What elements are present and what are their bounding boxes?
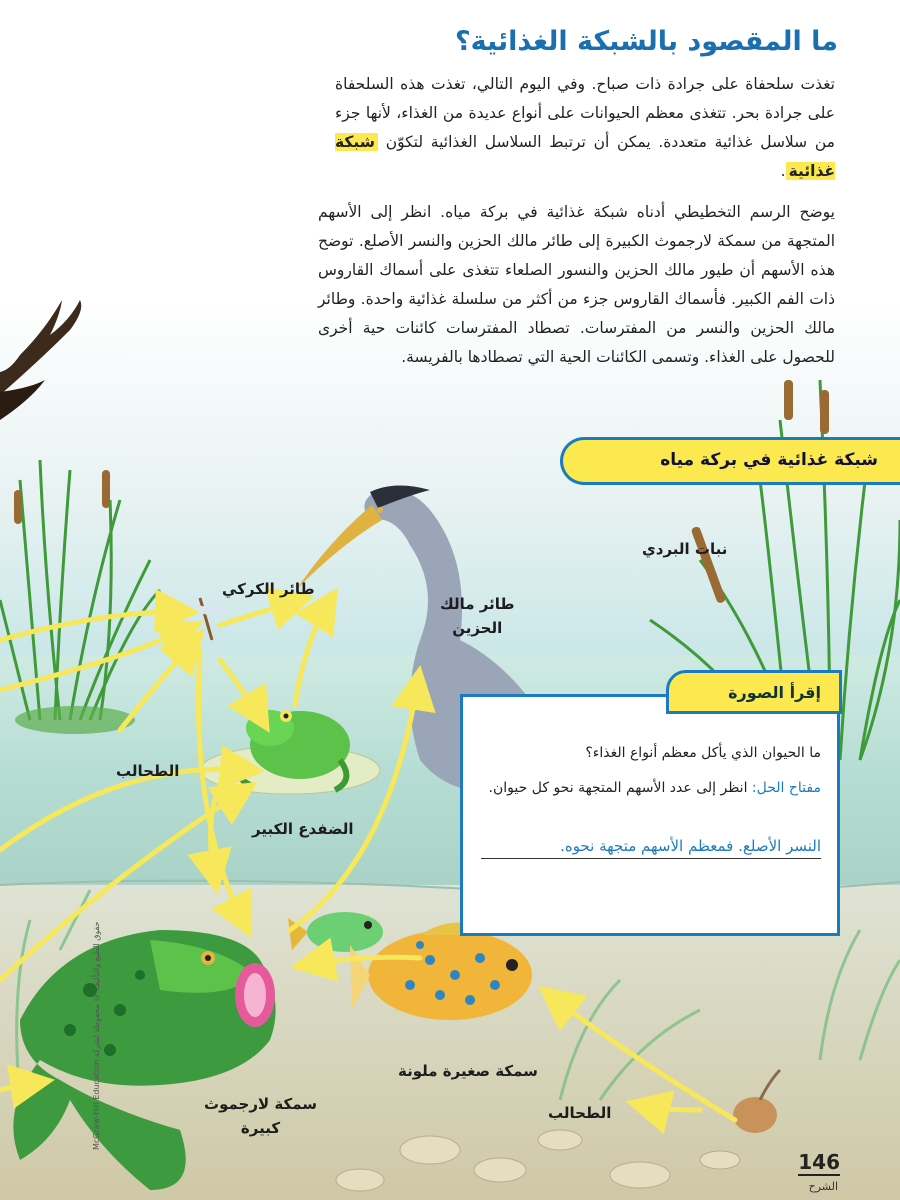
label-heron-line2: الحزين (452, 619, 503, 637)
food-web-term: شبكة غذائية (335, 133, 835, 180)
pond-food-web-heading: شبكة غذائية في بركة مياه (560, 437, 900, 485)
label-sunfish: سمكة صغيرة ملونة (398, 1062, 538, 1080)
label-bass-line2: كبيرة (240, 1119, 281, 1137)
read-hint (481, 777, 821, 799)
intro-text: تغذت سلحفاة على جرادة ذات صباح. وفي اليوم التالي، تغذت هذه السلحفاة على جرادة بحر. تتغذى معظم الحيوانات على أنواع عديدة من الغذاء، لأنها جزء من سلاسل غذائية متعددة. يمكن أن ترتبط السلاسل الغذائية لتكوّن (335, 75, 835, 151)
page-title: ما المقصود بالشبكة الغذائية؟ (454, 26, 838, 57)
hint-label: مفتاح الحل: (751, 780, 821, 796)
label-bullfrog: الضفدع الكبير (252, 820, 354, 838)
explanation-paragraph: يوضح الرسم التخطيطي أدناه شبكة غذائية في بركة مياه. انظر إلى الأسهم المتجهة من سمكة لارجموث الكبيرة إلى طائر مالك الحزين والنسر الأصلع. توضح هذه الأسهم أن طيور مالك الحزين والنسور الصلعاء تتغذى على أسماك القاروس ذات الفم الكبير. فأسماك القاروس جزء من أكثر من سلسلة غذائية واحدة. وطائر مالك الحزين والنسر من المفترسات. تصطاد المفترسات كائنات حية أخرى للحصول على الغذاء. وتسمى الكائنات الحية التي تصطادها بالفريسة. (318, 203, 835, 366)
read-picture-tab: إقرأ الصورة (666, 670, 842, 714)
label-heron (440, 592, 514, 640)
label-dragonfly: طائر الكركي (222, 580, 315, 598)
label-cattail: نبات البردي (642, 540, 728, 558)
label-bass-line1: سمكة لارجموث (204, 1095, 317, 1113)
hint-text: انظر إلى عدد الأسهم المتجهة نحو كل حيوان. (488, 780, 752, 796)
copyright-note: McGraw-Hill Education حقوق الطبع والتأليف © محفوظة لشركة (92, 921, 101, 1150)
read-question: ما الحيوان الذي يأكل معظم أنواع الغذاء؟ (585, 745, 821, 761)
page-section-word: الشرح (808, 1180, 838, 1193)
label-algae-top: الطحالب (116, 762, 180, 780)
read-answer: النسر الأصلع. فمعظم الأسهم متجهة نحوه. (481, 837, 821, 859)
label-bass (204, 1092, 317, 1140)
intro-end: . (780, 162, 786, 180)
intro-paragraph (335, 70, 835, 186)
label-algae-bottom: الطحالب (548, 1104, 612, 1122)
read-picture-box (460, 694, 840, 936)
page-number: 146 (798, 1150, 840, 1174)
label-heron-line1: طائر مالك (440, 595, 515, 613)
